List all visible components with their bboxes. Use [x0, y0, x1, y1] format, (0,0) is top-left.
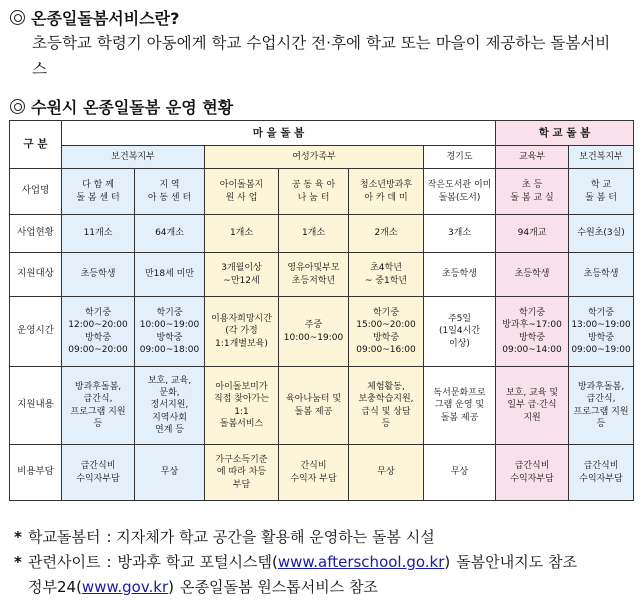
table-cell: 학 교 돌 봄 터: [569, 169, 634, 215]
paren-close: ): [444, 553, 451, 571]
table-cell: 작은도서관 이미 돌봄(도서): [424, 169, 496, 215]
table-cell: 방과후돌봄, 급간식, 프로그램 지원 등: [62, 367, 135, 445]
afterschool-site-name: 방과후 학교 포털시스템(: [117, 553, 278, 571]
table-cell: 초4학년 ~ 중1학년: [349, 253, 424, 297]
section-heading-1: [10, 6, 179, 29]
table-cell: 아이돌봄지 원 사 업: [205, 169, 279, 215]
row-label: 운영시간: [10, 297, 62, 367]
group-village: 마 을 돌 봄: [62, 121, 496, 146]
table-cell: 1개소: [205, 215, 279, 253]
dept-welfare-2: 보건복지부: [569, 146, 634, 169]
gov24-link[interactable]: www.gov.kr: [81, 578, 169, 596]
table-cell: 무상: [135, 445, 205, 501]
note-term: 학교돌봄터: [28, 528, 101, 546]
dept-gender-equality: 여성가족부: [205, 146, 424, 169]
table-cell: 만18세 미만: [135, 253, 205, 297]
table-cell: 초등학생: [496, 253, 569, 297]
table-cell: 초등학생: [62, 253, 135, 297]
table-cell: 학기중 방과후~17:00 방학중 09:00~14:00: [496, 297, 569, 367]
double-circle-bullet-icon: [10, 10, 25, 25]
table-cell: 학기중 12:00~20:00 방학중 09:00~20:00: [62, 297, 135, 367]
header-label: 구 분: [10, 121, 62, 169]
table-cell: 초 등 돌 봄 교 실: [496, 169, 569, 215]
table-cell: 학기중 10:00~19:00 방학중 09:00~18:00: [135, 297, 205, 367]
table-cell: 공 동 육 아 나 눔 터: [279, 169, 349, 215]
table-cell: 보호, 교육, 문화, 정서지원, 지역사회 연계 등: [135, 367, 205, 445]
table-cell: 무상: [424, 445, 496, 501]
afterschool-link[interactable]: www.afterschool.go.kr: [277, 553, 445, 571]
table-cell: 주5일 (1일4시간 이상): [424, 297, 496, 367]
table-cell: 64개소: [135, 215, 205, 253]
gov24-desc: 온종일돌봄 원스톱서비스 참조: [180, 578, 378, 596]
table-cell: 초등학생: [424, 253, 496, 297]
dept-education: 교육부: [496, 146, 569, 169]
table-cell: 청소년방과후 아 카 데 미: [349, 169, 424, 215]
paren-close: ): [168, 578, 175, 596]
row-label: 지원내용: [10, 367, 62, 445]
asterisk-bullet: *: [14, 528, 22, 546]
care-status-table: [9, 120, 634, 501]
afterschool-desc: 돌봄안내지도 참조: [456, 553, 577, 571]
dept-welfare: 보건복지부: [62, 146, 205, 169]
table-cell: 급간식비 수익자부담: [569, 445, 634, 501]
table-row-target: [10, 253, 634, 297]
table-cell: 무상: [349, 445, 424, 501]
table-cell: 독서문화프로 그램 운영 및 돌봄 제공: [424, 367, 496, 445]
note-description: : 지자체가 학교 공간을 활용해 운영하는 돌봄 시설: [106, 528, 435, 546]
table-row-name: [10, 169, 634, 215]
row-label: 사업명: [10, 169, 62, 215]
table-row-cost: [10, 445, 634, 501]
asterisk-bullet: *: [14, 553, 22, 571]
table-cell: 3개월이상 ~만12세: [205, 253, 279, 297]
note-separator: :: [106, 553, 112, 571]
table-cell: 영유아및부모 초등저학년: [279, 253, 349, 297]
table-cell: 급간식비 수익자부담: [62, 445, 135, 501]
double-circle-bullet-icon: [10, 99, 25, 114]
table-cell: 다 함 께 돌 봄 센 터: [62, 169, 135, 215]
note-term: 관련사이트: [28, 553, 101, 571]
table-row-status: [10, 215, 634, 253]
table-cell: 지 역 아 동 센 터: [135, 169, 205, 215]
table-cell: 육아나눔터 및 돌봄 제공: [279, 367, 349, 445]
table-cell: 체험활동, 보충학습지원, 급식 및 상담 등: [349, 367, 424, 445]
table-cell: 수원초(3실): [569, 215, 634, 253]
table-cell: 주중 10:00~19:00: [279, 297, 349, 367]
table-cell: 간식비 수익자 부담: [279, 445, 349, 501]
table-cell: 방과후돌봄, 급간식, 프로그램 지원 등: [569, 367, 634, 445]
table-cell: 1개소: [279, 215, 349, 253]
dept-gyeonggi: 경기도: [424, 146, 496, 169]
row-label: 지원대상: [10, 253, 62, 297]
table-cell: 학기중 13:00~19:00 방학중 09:00~19:00: [569, 297, 634, 367]
table-row-hours: [10, 297, 634, 367]
table-cell: 초등학생: [569, 253, 634, 297]
table-cell: 보호, 교육 및 일부 급·간식 지원: [496, 367, 569, 445]
table-cell: 가구소득기준 에 따라 차등 부담: [205, 445, 279, 501]
group-school: 학 교 돌 봄: [496, 121, 634, 146]
gov24-site-name: 정부24(: [28, 578, 82, 596]
definition-text: 초등학교 학령기 아동에게 학교 수업시간 전·후에 학교 또는 마을이 제공하는 돌봄서비스: [32, 34, 611, 78]
note-gov24: [14, 575, 577, 600]
note-related-sites: [14, 550, 577, 575]
section-title-1: 온종일돌봄서비스란?: [31, 9, 180, 28]
table-cell: 2개소: [349, 215, 424, 253]
section-heading-2: [10, 95, 233, 118]
table-cell: 급간식비 수익자부담: [496, 445, 569, 501]
section-title-2: 수원시 온종일돌봄 운영 현황: [31, 98, 234, 117]
table-cell: 94개교: [496, 215, 569, 253]
table-cell: 3개소: [424, 215, 496, 253]
note-school-care: [14, 525, 577, 550]
row-label: 사업현황: [10, 215, 62, 253]
notes: [14, 525, 577, 600]
table-cell: 이용자희망시간 (각 가정 1:1개별보육): [205, 297, 279, 367]
table-row-support: [10, 367, 634, 445]
row-label: 비용부담: [10, 445, 62, 501]
table-cell: 11개소: [62, 215, 135, 253]
table-cell: 아이돌보미가 직접 찾아가는 1:1 돌봄서비스: [205, 367, 279, 445]
table-cell: 학기중 15:00~20:00 방학중 09:00~16:00: [349, 297, 424, 367]
